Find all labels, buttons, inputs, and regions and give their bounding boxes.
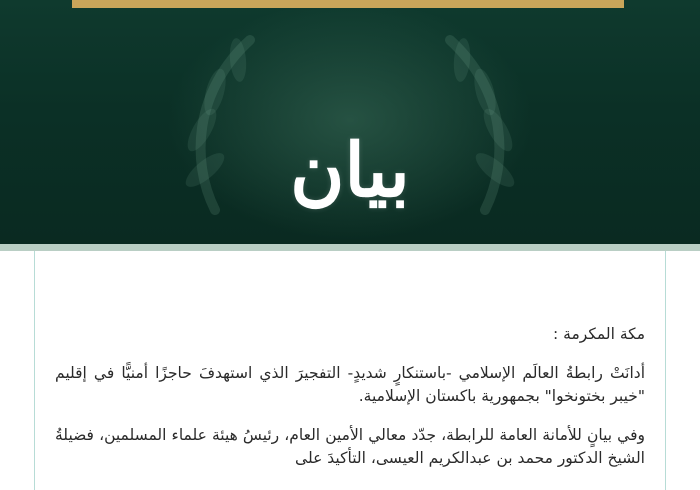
gold-accent-bar	[72, 0, 624, 8]
paragraph-1: أدانَتْ رابطةُ العالَم الإسلامي -باستنكارٍ شديدٍ- التفجيرَ الذي استهدفَ حاجزًا أمنيًّا في إقليم "خيبر بختونخوا" بجمهورية باكستان الإسلامية.	[55, 364, 645, 405]
header-divider	[0, 244, 700, 251]
content-frame	[34, 251, 666, 490]
paragraph-2: وفي بيانٍ للأمانة العامة للرابطة، جدّد معالي الأمين العام، رئيسُ هيئة علماء المسلمين، فضيلةُ الشيخ الدكتور محمد بن عبدالكريم العيسى، التأكيدَ على	[55, 426, 645, 467]
dateline-place: مكة المكرمة :	[553, 325, 645, 343]
document-title: بيان	[290, 128, 410, 214]
header-banner	[0, 0, 700, 244]
statement-body	[55, 323, 645, 486]
